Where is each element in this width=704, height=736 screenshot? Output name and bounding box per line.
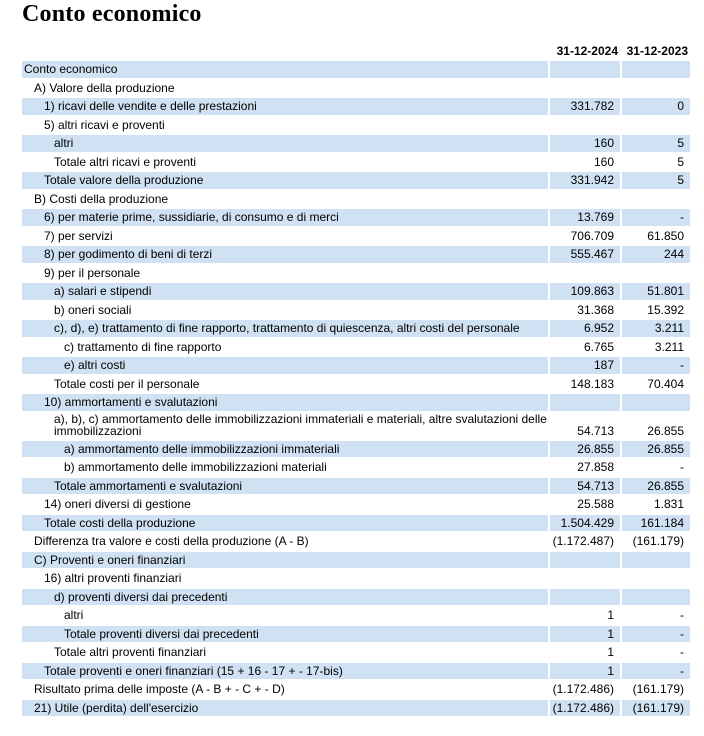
value-2023 bbox=[622, 80, 690, 97]
value-2024 bbox=[550, 552, 620, 569]
table-row bbox=[22, 588, 690, 607]
row-label: Totale costi per il personale bbox=[54, 376, 200, 391]
value-2023: 3.211 bbox=[654, 339, 684, 354]
row-label: 6) per materie prime, sussidiarie, di consumo e di merci bbox=[22, 209, 548, 226]
row-label: altri bbox=[22, 135, 548, 152]
table-row bbox=[22, 153, 690, 172]
row-label: c) trattamento di fine rapporto bbox=[64, 339, 222, 354]
value-2023 bbox=[622, 191, 690, 208]
row-label: d) proventi diversi dai precedenti bbox=[22, 589, 548, 606]
value-2024 bbox=[550, 265, 620, 282]
table-row bbox=[22, 440, 690, 459]
row-label: 16) altri proventi finanziari bbox=[44, 571, 182, 585]
value-2024: 13.769 bbox=[550, 209, 620, 226]
value-2023: 161.184 bbox=[622, 515, 690, 532]
value-2023: 26.855 bbox=[622, 478, 690, 495]
table-row bbox=[22, 282, 690, 301]
value-2024 bbox=[550, 61, 620, 78]
table-row bbox=[22, 495, 690, 514]
table-row bbox=[22, 393, 690, 412]
table-row bbox=[22, 79, 690, 98]
value-2024: 160 bbox=[550, 135, 620, 152]
value-2024: (1.172.486) bbox=[552, 682, 614, 696]
row-label: Totale proventi e oneri finanziari (15 + 16 - 17 + - 17-bis) bbox=[22, 663, 548, 680]
value-2024: (1.172.487) bbox=[552, 534, 614, 548]
row-label: e) altri costi bbox=[22, 357, 548, 374]
row-label: 7) per servizi bbox=[44, 228, 113, 243]
table-row bbox=[22, 643, 690, 662]
table-row bbox=[22, 477, 690, 496]
table-row bbox=[22, 699, 690, 718]
row-label: 14) oneri diversi di gestione bbox=[44, 497, 191, 511]
row-label: Totale altri ricavi e proventi bbox=[54, 154, 197, 169]
row-label: 1) ricavi delle vendite e delle prestazioni bbox=[22, 98, 548, 115]
value-2024: 54.713 bbox=[550, 478, 620, 495]
table-row bbox=[22, 245, 690, 264]
table-row bbox=[22, 514, 690, 533]
table-row bbox=[22, 569, 690, 588]
value-2024: 6.952 bbox=[550, 320, 620, 337]
table-row bbox=[22, 606, 690, 625]
value-2023: 26.855 bbox=[622, 441, 690, 458]
row-label: B) Costi della produzione bbox=[34, 191, 169, 206]
value-2024: 1 bbox=[607, 645, 614, 659]
row-label: 8) per godimento di beni di terzi bbox=[22, 246, 548, 263]
value-2023: 3.211 bbox=[622, 320, 690, 337]
row-label: b) oneri sociali bbox=[54, 302, 132, 317]
value-2023 bbox=[622, 570, 690, 587]
value-2023: (161.179) bbox=[632, 534, 684, 548]
row-label: Risultato prima delle imposte (A - B + - C + - D) bbox=[34, 682, 285, 696]
value-2024: 31.368 bbox=[577, 302, 614, 317]
row-label: 10) ammortamenti e svalutazioni bbox=[22, 394, 548, 411]
table-row bbox=[22, 171, 690, 190]
value-2023: - bbox=[622, 626, 690, 643]
table-row bbox=[22, 60, 690, 79]
row-label: Totale proventi diversi dai precedenti bbox=[22, 626, 548, 643]
row-label: Totale valore della produzione bbox=[22, 172, 548, 189]
value-2023 bbox=[622, 265, 690, 282]
value-2023: 244 bbox=[622, 246, 690, 263]
value-2024 bbox=[550, 570, 620, 587]
value-2024 bbox=[550, 191, 620, 208]
value-2023: 5 bbox=[622, 172, 690, 189]
table-row bbox=[22, 375, 690, 394]
value-2024: 331.782 bbox=[550, 98, 620, 115]
row-label: Totale ammortamenti e svalutazioni bbox=[22, 478, 548, 495]
value-2023: - bbox=[622, 663, 690, 680]
row-label: Totale altri proventi finanziari bbox=[54, 645, 207, 659]
value-2024: 148.183 bbox=[570, 376, 614, 391]
income-statement-table bbox=[22, 60, 690, 717]
value-2023: 5 bbox=[622, 135, 690, 152]
value-2023: 26.855 bbox=[647, 423, 684, 438]
value-2024: (1.172.486) bbox=[550, 700, 620, 717]
row-label: altri bbox=[64, 608, 84, 622]
row-label: a), b), c) ammortamento delle immobilizzazioni immateriali e materiali, altre svalutazioni delle immobilizzazioni bbox=[54, 412, 547, 438]
value-2024 bbox=[550, 394, 620, 411]
value-2023: (161.179) bbox=[632, 682, 684, 696]
value-2024: 555.467 bbox=[550, 246, 620, 263]
value-2024: 1 bbox=[607, 608, 614, 622]
table-row bbox=[22, 319, 690, 338]
row-label: 9) per il personale bbox=[44, 265, 141, 280]
row-label: Conto economico bbox=[22, 61, 548, 78]
value-2024: 54.713 bbox=[577, 423, 614, 438]
value-2023: 15.392 bbox=[647, 302, 684, 317]
table-row bbox=[22, 412, 690, 440]
value-2024 bbox=[550, 589, 620, 606]
column-header-2024: 31-12-2024 bbox=[556, 44, 618, 58]
row-label: C) Proventi e oneri finanziari bbox=[22, 552, 548, 569]
value-2024: 26.855 bbox=[550, 441, 620, 458]
value-2024 bbox=[550, 117, 620, 134]
row-label: b) ammortamento delle immobilizzazioni materiali bbox=[64, 460, 327, 474]
value-2023: - bbox=[622, 357, 690, 374]
row-label: a) ammortamento delle immobilizzazioni immateriali bbox=[22, 441, 548, 458]
value-2024: 1 bbox=[550, 663, 620, 680]
value-2023: 70.404 bbox=[647, 376, 684, 391]
value-2023 bbox=[622, 61, 690, 78]
row-label: c), d), e) trattamento di fine rapporto, trattamento di quiescenza, altri costi del personale bbox=[22, 320, 548, 337]
row-label: 5) altri ricavi e proventi bbox=[44, 117, 165, 132]
value-2023: 5 bbox=[677, 154, 684, 169]
value-2023 bbox=[622, 394, 690, 411]
column-header-2023: 31-12-2023 bbox=[626, 44, 688, 58]
value-2023 bbox=[622, 552, 690, 569]
table-row bbox=[22, 356, 690, 375]
table-row bbox=[22, 532, 690, 551]
value-2024 bbox=[550, 80, 620, 97]
table-row bbox=[22, 97, 690, 116]
value-2023 bbox=[622, 589, 690, 606]
value-2024: 109.863 bbox=[550, 283, 620, 300]
value-2023: - bbox=[680, 460, 684, 474]
row-label: a) salari e stipendi bbox=[22, 283, 548, 300]
table-row bbox=[22, 190, 690, 209]
value-2024: 331.942 bbox=[550, 172, 620, 189]
table-row bbox=[22, 208, 690, 227]
value-2024: 187 bbox=[550, 357, 620, 374]
value-2023: - bbox=[622, 209, 690, 226]
page-title: Conto economico bbox=[22, 1, 202, 27]
value-2024: 1 bbox=[550, 626, 620, 643]
table-row bbox=[22, 227, 690, 246]
value-2023: - bbox=[680, 608, 684, 622]
table-row bbox=[22, 662, 690, 681]
value-2024: 25.588 bbox=[577, 497, 614, 511]
row-label: A) Valore della produzione bbox=[34, 80, 175, 95]
row-label: Totale costi della produzione bbox=[22, 515, 548, 532]
row-label: 21) Utile (perdita) dell'esercizio bbox=[22, 700, 548, 717]
table-row bbox=[22, 680, 690, 699]
table-row bbox=[22, 338, 690, 357]
value-2024: 6.765 bbox=[583, 339, 614, 354]
table-row bbox=[22, 458, 690, 477]
value-2023: 0 bbox=[622, 98, 690, 115]
table-row bbox=[22, 116, 690, 135]
value-2024: 1.504.429 bbox=[550, 515, 620, 532]
value-2023: 1.831 bbox=[653, 497, 684, 511]
row-label: Differenza tra valore e costi della produzione (A - B) bbox=[34, 534, 309, 548]
value-2023: - bbox=[680, 645, 684, 659]
value-2024: 27.858 bbox=[577, 460, 614, 474]
table-row bbox=[22, 551, 690, 570]
value-2023 bbox=[622, 117, 690, 134]
value-2024: 160 bbox=[593, 154, 614, 169]
table-row bbox=[22, 264, 690, 283]
table-row bbox=[22, 301, 690, 320]
table-row bbox=[22, 134, 690, 153]
table-row bbox=[22, 625, 690, 644]
value-2023: 51.801 bbox=[622, 283, 690, 300]
value-2023: 61.850 bbox=[647, 228, 684, 243]
value-2024: 706.709 bbox=[570, 228, 614, 243]
value-2023: (161.179) bbox=[622, 700, 690, 717]
